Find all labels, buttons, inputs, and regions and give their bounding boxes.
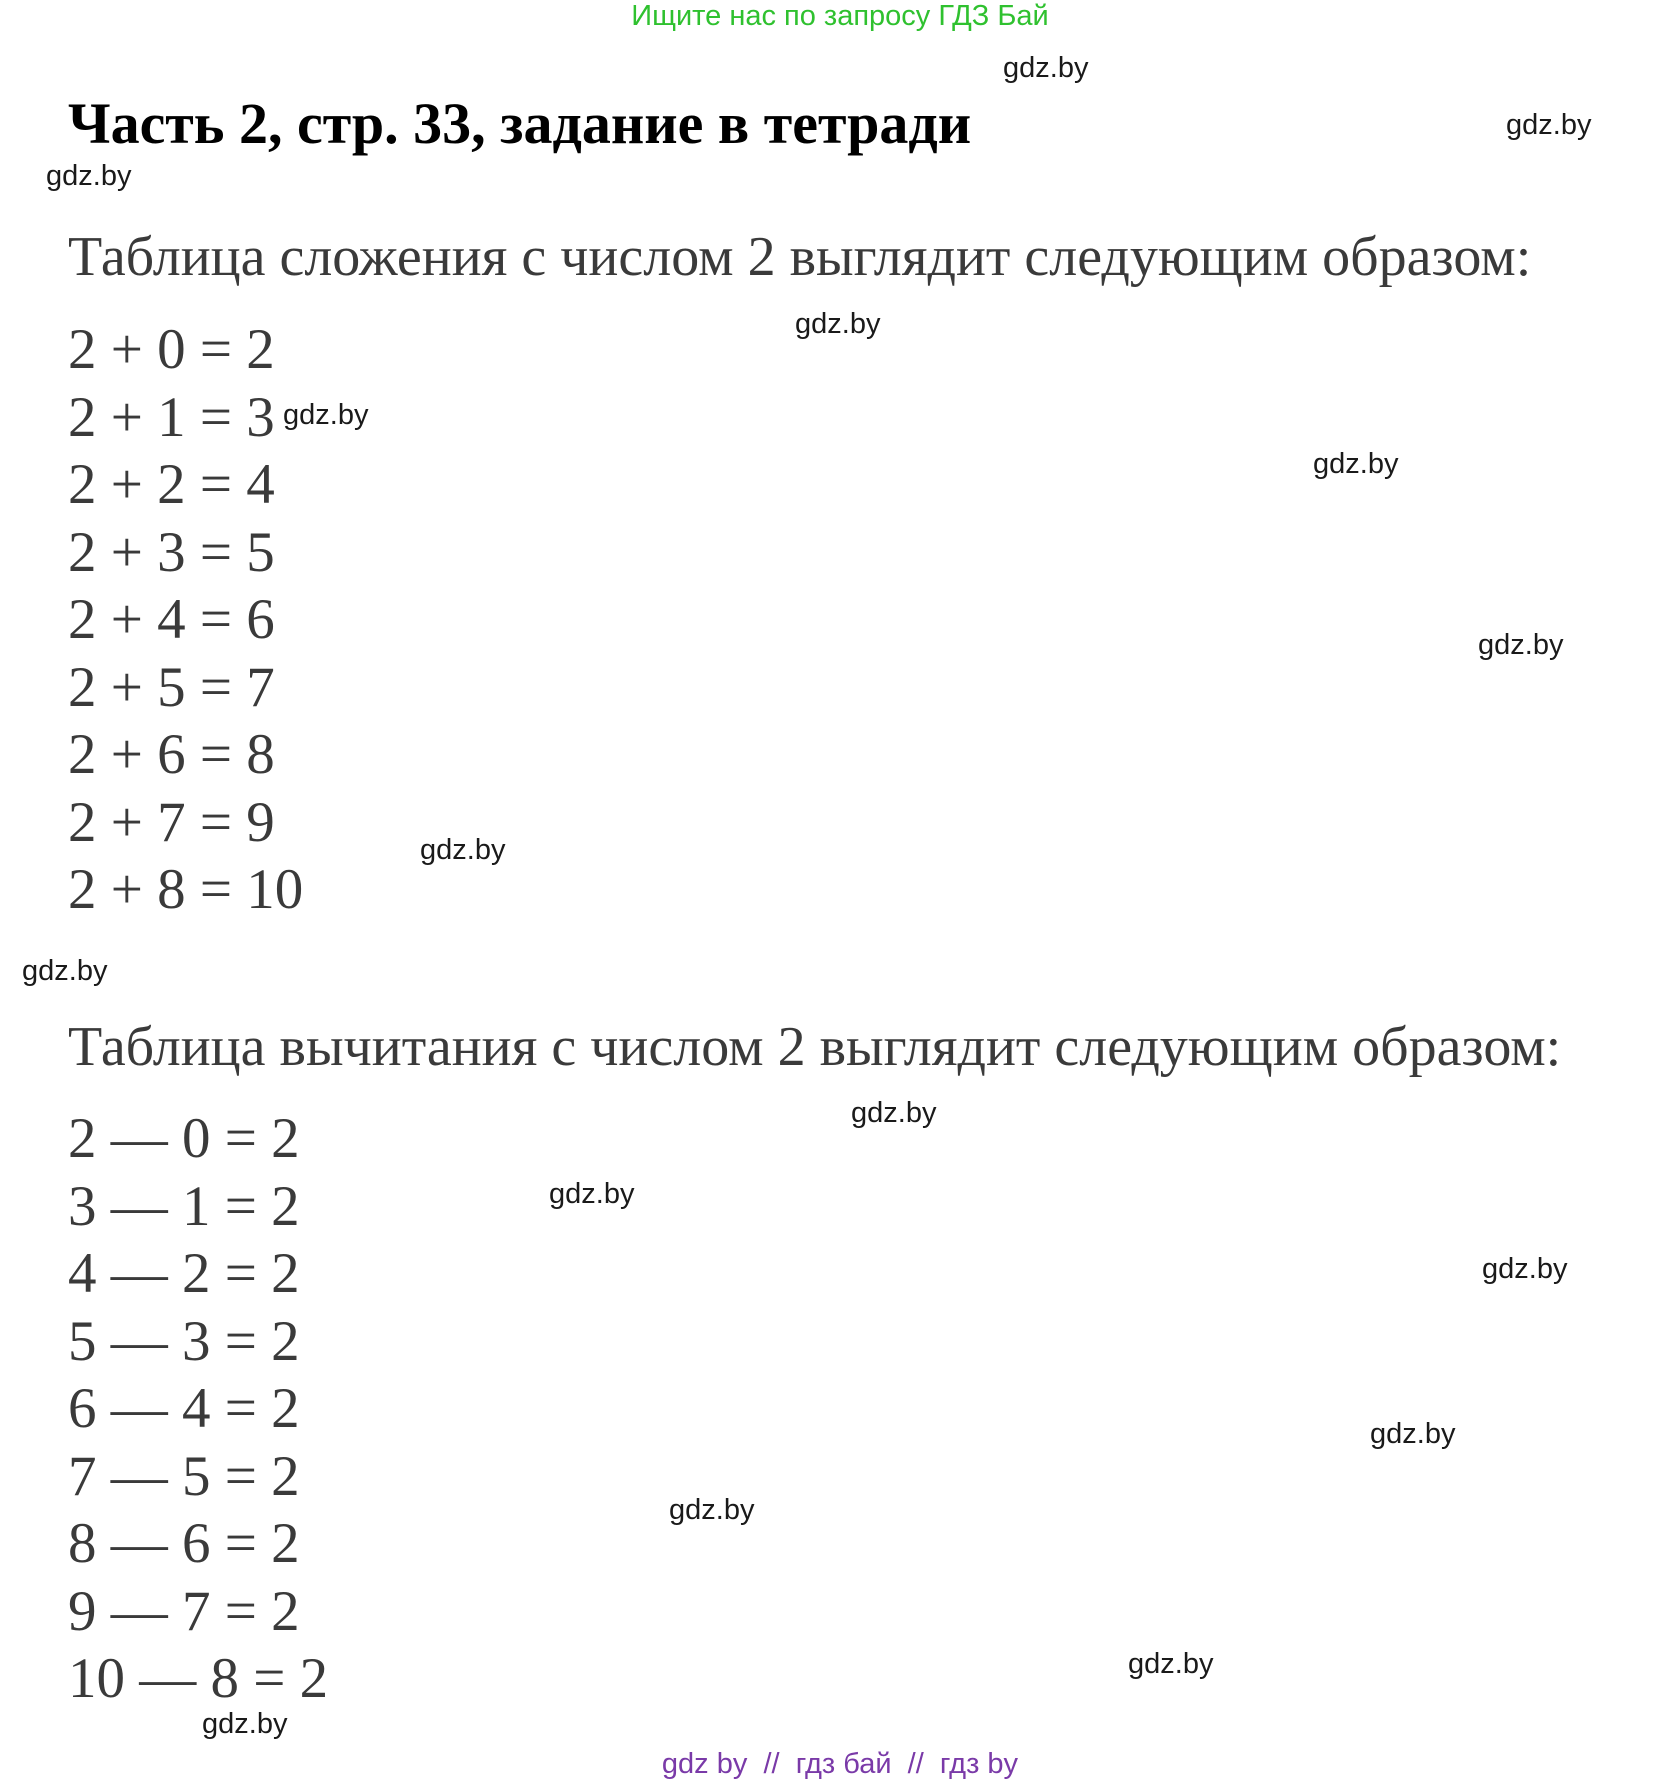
addition-equation: 2 + 7 = 9 (68, 790, 275, 854)
subtraction-equation: 6 — 4 = 2 (68, 1377, 300, 1440)
watermark: gdz.by (283, 399, 369, 431)
watermark: gdz.by (202, 1708, 288, 1740)
watermark: gdz.by (46, 160, 132, 192)
watermark: gdz.by (1478, 629, 1564, 661)
watermark: gdz.by (1370, 1418, 1456, 1450)
addition-equation: 2 + 3 = 5 (68, 520, 275, 584)
subtraction-equation: 7 — 5 = 2 (68, 1444, 300, 1508)
watermark: gdz.by (420, 834, 506, 866)
subtraction-table (68, 1105, 328, 1713)
subtraction-equation: 3 — 1 = 2 (68, 1174, 300, 1238)
addition-intro: Таблица сложения с числом 2 выглядит следующим образом: (68, 226, 1532, 288)
footer-links: gdz by // гдз бай // гдз by (661, 1748, 1019, 1780)
subtraction-equation: 5 — 3 = 2 (68, 1309, 300, 1373)
watermark: gdz.by (795, 308, 881, 340)
addition-equation: 2 + 0 = 2 (68, 318, 275, 381)
addition-equation: 2 + 6 = 8 (68, 723, 275, 786)
addition-equation: 2 + 1 = 3 (68, 385, 275, 449)
subtraction-equation: 4 — 2 = 2 (68, 1242, 300, 1305)
watermark: gdz.by (1313, 448, 1399, 480)
watermark: gdz.by (22, 955, 108, 987)
subtraction-equation: 9 — 7 = 2 (68, 1579, 300, 1643)
watermark: gdz.by (851, 1097, 937, 1129)
subtraction-intro: Таблица вычитания с числом 2 выглядит следующим образом: (68, 1016, 1562, 1078)
watermark: gdz.by (1128, 1648, 1214, 1680)
addition-equation: 2 + 4 = 6 (68, 588, 275, 651)
subtraction-equation: 2 — 0 = 2 (68, 1107, 300, 1170)
watermark: gdz.by (1003, 52, 1089, 84)
subtraction-equation: 8 — 6 = 2 (68, 1512, 300, 1575)
top-banner: Ищите нас по запросу ГДЗ Бай (631, 0, 1049, 32)
watermark: gdz.by (549, 1178, 635, 1210)
addition-equation: 2 + 8 = 10 (68, 858, 304, 921)
watermark: gdz.by (1506, 109, 1592, 141)
subtraction-equation: 10 — 8 = 2 (68, 1647, 329, 1710)
addition-equation: 2 + 5 = 7 (68, 655, 275, 719)
addition-equation: 2 + 2 = 4 (68, 453, 275, 516)
addition-table (68, 316, 303, 924)
page-title: Часть 2, стр. 33, задание в тетради (68, 91, 972, 156)
watermark: gdz.by (669, 1494, 755, 1526)
watermark: gdz.by (1482, 1253, 1568, 1285)
